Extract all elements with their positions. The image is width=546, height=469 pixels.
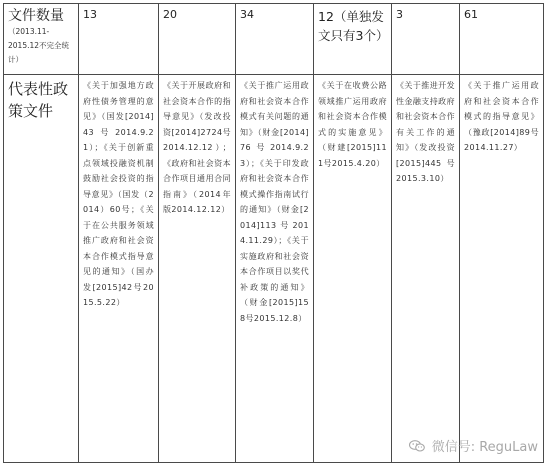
count-value: 34 [240, 8, 254, 21]
count-cell [159, 4, 236, 75]
header-subtitle: （2013.11-2015.12不完全统计） [8, 27, 70, 64]
documents-row [4, 75, 544, 463]
documents-text: 《关于开展政府和社会资本合作的指导意见》（发改投资[2014]2724号2014.12.12）；《政府和社会资本合作项目通用合同指南》（2014年版2014.12.12） [163, 81, 231, 214]
row-label: 代表性政策文件 [8, 80, 69, 120]
documents-text: 《关于在收费公路领域推广运用政府和社会资本合作模式的实施意见》（财建[2015]111号2015.4.20） [318, 81, 387, 168]
count-value: 61 [464, 8, 478, 21]
documents-text: 《关于推进开发性金融支持政府和社会资本合作有关工作的通知》（发改投资[2015]445号2015.3.10） [396, 81, 455, 183]
wechat-icon [409, 440, 425, 452]
watermark-text: 微信号: ReguLaw [431, 440, 538, 455]
documents-text: 《关于推广运用政府和社会资本合作模式有关问题的通知》（财金[2014]76号2014.9.23）；《关于印发政府和社会资本合作模式操作指南试行的通知》（财金[2014]113号2014.11.29）；《关于实施政府和社会资本合作项目以奖代补政策的通知》（财金[2015]158号2015.12.8） [240, 81, 309, 323]
documents-cell [159, 75, 236, 463]
documents-cell [236, 75, 314, 463]
documents-cell [460, 75, 544, 463]
header-cell [4, 4, 79, 75]
count-cell [79, 4, 159, 75]
count-value: 13 [83, 8, 97, 21]
count-cell [392, 4, 460, 75]
documents-cell [79, 75, 159, 463]
count-value: 12（单独发文只有3个） [318, 9, 389, 43]
documents-cell [314, 75, 392, 463]
count-value: 20 [163, 8, 177, 21]
count-cell [460, 4, 544, 75]
header-title: 文件数量 [8, 8, 64, 24]
count-cell [236, 4, 314, 75]
documents-cell [392, 75, 460, 463]
watermark [409, 436, 538, 455]
count-row [4, 4, 544, 75]
count-cell [314, 4, 392, 75]
policy-table [3, 3, 544, 463]
documents-text: 《关于加强地方政府性债务管理的意见》（国发[2014]43号2014.9.21）；《关于创新重点领域投融资机制鼓励社会投资的指导意见》（国发（2014）60号；《关于在公共服务领域推广政府和社会资本合作模式指导意见的通知》（国办发[2015]42号2015.5.22） [83, 81, 154, 307]
documents-text: 《关于推广运用政府和社会资本合作模式的指导意见》（豫政[2014]89号2014.11.27） [464, 81, 539, 152]
count-value: 3 [396, 8, 403, 21]
row-label-cell [4, 75, 79, 463]
